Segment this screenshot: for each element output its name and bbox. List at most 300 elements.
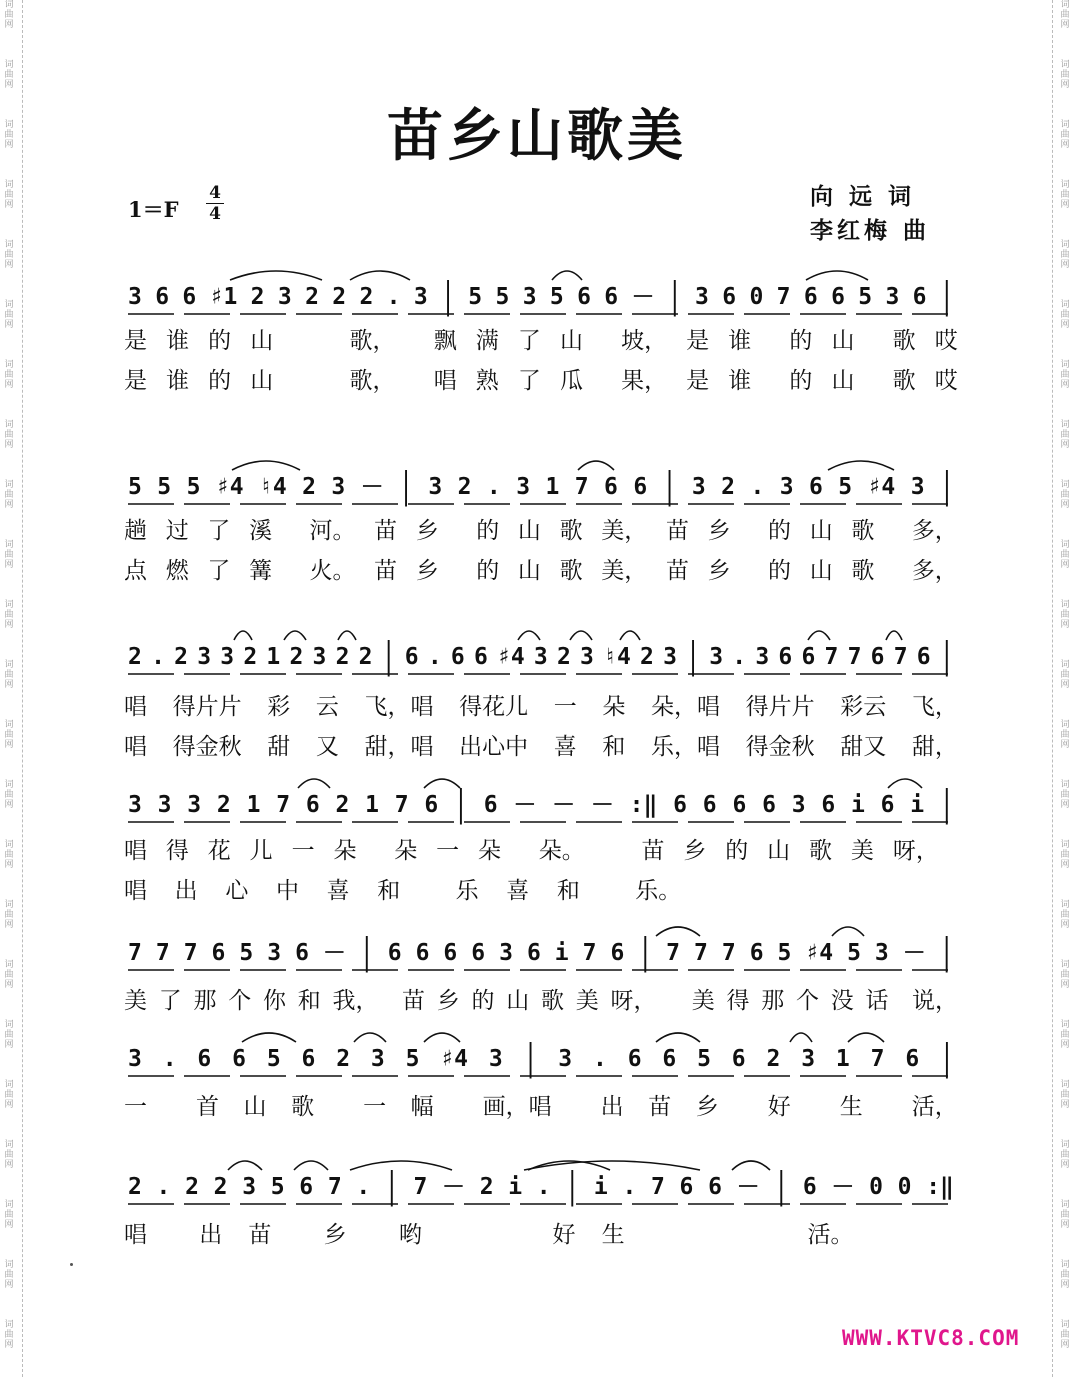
note: ♯4	[497, 644, 525, 670]
lyric-word: 的	[208, 368, 232, 394]
note: 3	[242, 1174, 257, 1200]
lyric-word: 的	[471, 988, 495, 1014]
note: 2	[128, 644, 142, 670]
note: 3	[709, 644, 724, 670]
lyric-word: 山	[250, 328, 274, 354]
slur-mark	[284, 631, 306, 640]
note: .	[592, 1046, 607, 1072]
lyric-word: 歌	[892, 368, 916, 394]
note: .	[750, 474, 765, 500]
lyric-word: 乐。	[635, 878, 682, 904]
note: 0	[897, 1174, 912, 1200]
lyric-word: 一	[291, 838, 315, 864]
lyric-word: 的	[725, 838, 749, 864]
lyric-word: 苗	[248, 1222, 272, 1248]
bar-line: |	[667, 276, 682, 318]
note: 6	[295, 940, 309, 966]
lyric-word: 歌	[851, 558, 875, 584]
note: 2	[250, 284, 265, 310]
lyric-word: 溪	[249, 518, 273, 544]
note: 6	[708, 1174, 722, 1200]
note: 6	[415, 940, 430, 966]
slur-mark	[232, 461, 300, 470]
lyric-word: 喜	[506, 878, 530, 904]
note: .	[156, 1174, 171, 1200]
watermark-text: 词 曲 网	[4, 1080, 14, 1110]
lyric-word: 喜	[326, 878, 350, 904]
lyric-word: 苗	[374, 558, 398, 584]
notation-row	[122, 628, 960, 678]
lyric-word: 朵	[333, 838, 357, 864]
lyric-word: 乡	[415, 518, 439, 544]
lyric-word: 哎	[934, 328, 958, 354]
note: 5	[549, 284, 564, 310]
lyric-word: 的	[768, 518, 791, 544]
note: －	[590, 792, 614, 818]
lyric-word: 得	[726, 988, 750, 1014]
watermark-text: 词 曲 网	[4, 0, 14, 30]
watermark-text: 词 曲 网	[1060, 600, 1070, 630]
note: .	[732, 644, 747, 670]
lyric-word: 画，唱	[482, 1094, 552, 1120]
bar-line: |	[686, 636, 700, 678]
note: 1	[365, 792, 379, 818]
slur-mark	[620, 631, 640, 640]
watermark-text: 词 曲 网	[1060, 1140, 1070, 1170]
time-signature	[204, 183, 226, 224]
lyric-word: 出	[199, 1222, 223, 1248]
note: 6	[155, 284, 170, 310]
note-sequence	[128, 784, 954, 826]
watermark-text: 词 曲 网	[1060, 1080, 1070, 1110]
note: 2	[457, 474, 472, 500]
note: 5	[266, 1046, 281, 1072]
note: i	[593, 1174, 608, 1200]
lyric-word: 又	[315, 734, 339, 760]
note-sequence	[128, 636, 954, 678]
note: 3	[197, 644, 212, 670]
slur-mark	[656, 927, 700, 936]
watermark-text: 词 曲 网	[4, 240, 14, 270]
lyric-word: 朵	[478, 838, 502, 864]
note: 5	[186, 474, 201, 500]
watermark-text: 词 曲 网	[1060, 1200, 1070, 1230]
lyric-word: 谁	[166, 368, 190, 394]
note: 3	[533, 644, 548, 670]
lyric-word: 的	[476, 518, 500, 544]
slur-mark	[234, 631, 252, 640]
note: 6	[450, 644, 465, 670]
watermark-text: 词 曲 网	[4, 420, 14, 450]
note: 5	[157, 474, 172, 500]
watermark-text: 词 曲 网	[4, 1260, 14, 1290]
lyric-word: 河。	[309, 518, 356, 544]
note: 7	[413, 1174, 428, 1200]
note: 6	[604, 474, 618, 500]
slur-mark	[570, 631, 592, 640]
note: 1	[246, 792, 261, 818]
bar-line: |	[638, 932, 653, 974]
note: 2	[556, 644, 571, 670]
slur-mark	[350, 1161, 452, 1170]
note: 7	[847, 644, 862, 670]
slur-mark	[806, 271, 868, 280]
lyric-word: 活。	[807, 1222, 854, 1248]
lyric-word: 歌，	[349, 328, 396, 354]
note: 6	[232, 1046, 246, 1072]
note: －	[552, 792, 576, 818]
note: 2	[174, 644, 188, 670]
lyric-word: 山	[506, 988, 530, 1014]
note: 3	[580, 644, 594, 670]
note: 6	[404, 644, 419, 670]
lyric-word: 苗	[374, 518, 398, 544]
lyric-word: 了	[207, 558, 231, 584]
lyric-word: 甜，	[911, 734, 958, 760]
watermark-text: 词 曲 网	[4, 480, 14, 510]
lyric-word: 得片片	[172, 694, 242, 720]
lyric-word: 一	[553, 694, 577, 720]
slur-mark	[848, 1033, 884, 1042]
lyric-word: 多，	[911, 558, 958, 584]
note: 6	[577, 284, 591, 310]
lyric-word: 苗	[665, 558, 689, 584]
lyric-word: 唱	[124, 838, 147, 864]
note: .	[486, 474, 501, 500]
note: 6	[424, 792, 439, 818]
lyric-word: 山	[517, 558, 541, 584]
note: i	[851, 792, 865, 818]
lyric-word: 一	[363, 1094, 387, 1120]
lyric-word: 美	[575, 988, 599, 1014]
lyric-row-verse1	[124, 516, 958, 546]
note: 6	[916, 644, 931, 670]
lyric-word: 彩	[267, 694, 291, 720]
note: 5	[128, 474, 142, 500]
note: 6	[211, 940, 226, 966]
note: ♯4	[867, 474, 896, 500]
note: 3	[428, 474, 443, 500]
lyric-word: 瓜	[559, 368, 583, 394]
lyric-word: 美	[124, 988, 147, 1014]
note: 2	[335, 644, 350, 670]
note: 3	[910, 474, 925, 500]
lyric-word: 幅	[410, 1094, 434, 1120]
lyric-word: 多，	[911, 518, 958, 544]
lyric-word: 哟	[398, 1222, 422, 1248]
lyric-word: 乐，唱	[651, 734, 720, 760]
note: 5	[468, 284, 483, 310]
note: 3	[691, 474, 706, 500]
lyric-word: 出	[600, 1094, 624, 1120]
note: 3	[370, 1046, 385, 1072]
score-line	[122, 268, 960, 418]
lyric-word: 唱	[124, 734, 147, 760]
note: ♯4	[440, 1046, 469, 1072]
score-line	[122, 776, 960, 926]
note: 7	[650, 1174, 665, 1200]
lyric-word: 乡	[707, 518, 731, 544]
watermark-text: 词 曲 网	[1060, 900, 1070, 930]
lyric-word: 出	[174, 878, 198, 904]
note: 6	[471, 940, 486, 966]
lyric-word: 呀，	[610, 988, 657, 1014]
lyric-word: 朵	[602, 694, 626, 720]
score-line	[122, 458, 960, 608]
note: 3	[488, 1046, 503, 1072]
note: 6	[299, 1174, 314, 1200]
note: 2	[359, 284, 374, 310]
watermark-text: 词 曲 网	[1060, 660, 1070, 690]
lyric-word: 山	[831, 368, 855, 394]
note: 3	[277, 284, 292, 310]
note: 2	[216, 792, 231, 818]
note: 6	[912, 284, 927, 310]
lyric-word: 那	[761, 988, 785, 1014]
note: 7	[666, 940, 681, 966]
lyric-word: 你	[263, 988, 286, 1014]
lyric-word: 和	[556, 878, 580, 904]
note: 3	[312, 644, 327, 670]
lyric-word: 歌	[291, 1094, 315, 1120]
lyric-word: 得	[165, 838, 189, 864]
score-line	[122, 1158, 960, 1308]
note: 5	[777, 940, 792, 966]
note: ♯1	[209, 284, 238, 310]
lyric-word: 果，	[621, 368, 668, 394]
bar-line: |	[441, 276, 455, 318]
note: 6	[702, 792, 717, 818]
note: 7	[574, 474, 589, 500]
lyric-word: 彩云	[840, 694, 887, 720]
note-sequence	[128, 466, 954, 508]
lyric-word: 了	[158, 988, 182, 1014]
watermark-text: 词 曲 网	[4, 540, 14, 570]
note: 3	[157, 792, 172, 818]
note: 5	[838, 474, 853, 500]
note: 5	[239, 940, 254, 966]
note: 2	[640, 644, 654, 670]
note: 6	[387, 940, 402, 966]
lyric-word: 美	[691, 988, 715, 1014]
note: 0	[749, 284, 764, 310]
bar-line: |	[774, 1166, 789, 1208]
note: 6	[870, 644, 885, 670]
lyric-row-verse2	[124, 876, 958, 906]
note: 3	[128, 1046, 142, 1072]
stray-mark	[70, 1263, 73, 1266]
lyric-word: 山	[517, 518, 541, 544]
note: .	[162, 1046, 177, 1072]
lyric-word: 唱	[124, 694, 147, 720]
notation-row	[122, 1158, 960, 1208]
note: 3	[791, 792, 806, 818]
note: 5	[697, 1046, 711, 1072]
lyric-row-verse1	[124, 692, 958, 722]
note: 2	[721, 474, 736, 500]
lyric-word: 山	[767, 838, 791, 864]
note: 3	[331, 474, 346, 500]
lyric-word: 儿	[249, 838, 273, 864]
watermark-text: 词 曲 网	[4, 120, 14, 150]
lyric-word: 过	[165, 518, 189, 544]
note-sequence	[128, 1166, 954, 1208]
lyric-word: 和	[602, 734, 626, 760]
lyric-row-verse1	[124, 1092, 958, 1122]
note: 6	[633, 474, 648, 500]
time-signature-bottom: 4	[209, 204, 221, 224]
slur-mark	[886, 631, 902, 640]
note: 2	[332, 284, 347, 310]
note: 7	[183, 940, 198, 966]
note: 2	[302, 474, 316, 500]
watermark-text: 词 曲 网	[1060, 960, 1070, 990]
lyric-word: 喜	[553, 734, 577, 760]
note: 2	[335, 792, 350, 818]
lyric-word: 歌	[851, 518, 875, 544]
lyric-word: 的	[476, 558, 500, 584]
note: －	[831, 1174, 855, 1200]
lyric-row-verse2	[124, 732, 958, 762]
note: －	[513, 792, 537, 818]
note: 3	[516, 474, 531, 500]
note: 5	[270, 1174, 285, 1200]
watermark-text: 词 曲 网	[4, 720, 14, 750]
watermark-text: 词 曲 网	[1060, 720, 1070, 750]
note: 6	[801, 644, 816, 670]
lyric-word: 苗	[641, 838, 665, 864]
note: 6	[679, 1174, 694, 1200]
note: 7	[155, 940, 170, 966]
lyric-word: 乐	[455, 878, 479, 904]
slur-mark	[832, 927, 864, 936]
lyric-row-verse1	[124, 986, 958, 1016]
watermark-text: 词 曲 网	[1060, 780, 1070, 810]
note: 0	[869, 1174, 883, 1200]
slur-mark	[888, 779, 922, 788]
note: 7	[694, 940, 708, 966]
lyric-word: 话	[865, 988, 889, 1014]
note: 3	[695, 284, 709, 310]
lyric-word: 生	[601, 1222, 625, 1248]
note: 2	[766, 1046, 781, 1072]
bar-line: |	[939, 932, 954, 974]
note: 3	[779, 474, 794, 500]
lyric-word: 美，	[601, 558, 648, 584]
lyric-word: 活，	[911, 1094, 958, 1120]
note: 3	[267, 940, 282, 966]
watermark-text: 词 曲 网	[4, 600, 14, 630]
lyric-word: 呀，	[892, 838, 939, 864]
slur-mark	[732, 1161, 770, 1170]
watermark-text: 词 曲 网	[4, 300, 14, 330]
lyric-word: 出心中	[459, 734, 529, 760]
lyric-word: 得金秋	[172, 734, 242, 760]
note: －	[322, 940, 346, 966]
bar-line: |	[565, 1166, 580, 1208]
note: 2	[243, 644, 258, 670]
note: －	[631, 284, 655, 310]
slur-mark	[338, 631, 356, 640]
lyric-word: 个	[228, 988, 252, 1014]
note: 6	[610, 940, 625, 966]
lyric-word: 乡	[683, 838, 707, 864]
note: 3	[885, 284, 900, 310]
watermark-text: 词 曲 网	[1060, 120, 1070, 150]
notation-row	[122, 924, 960, 974]
note: 7	[721, 940, 736, 966]
lyric-word: 得片片	[745, 694, 815, 720]
lyric-word: 美	[850, 838, 874, 864]
note: 6	[301, 1046, 316, 1072]
note: 3	[801, 1046, 816, 1072]
lyric-word: 的	[768, 558, 791, 584]
note: ♯4	[805, 940, 834, 966]
note: 7	[776, 284, 791, 310]
note: 5	[858, 284, 873, 310]
lyric-word: 谁	[728, 328, 752, 354]
note: 3	[187, 792, 202, 818]
note: 5	[847, 940, 861, 966]
watermark-text: 词 曲 网	[4, 780, 14, 810]
note: 6	[803, 284, 818, 310]
lyric-word: 是	[686, 328, 710, 354]
watermark-text: 词 曲 网	[1060, 840, 1070, 870]
lyric-word: 和	[297, 988, 321, 1014]
lyric-word: 山	[809, 518, 833, 544]
note: 1	[835, 1046, 850, 1072]
lyric-word: 唱	[124, 878, 147, 904]
note: 3	[220, 644, 235, 670]
slur-mark	[298, 779, 330, 788]
lyric-word: 一	[436, 838, 460, 864]
lyric-word: 甜又	[840, 734, 887, 760]
lyric-word: 是	[686, 368, 710, 394]
note: 3	[522, 284, 537, 310]
watermark-text: 词 曲 网	[4, 1200, 14, 1230]
watermark-text: 词 曲 网	[1060, 1260, 1070, 1290]
notation-row	[122, 268, 960, 318]
bar-line: |	[523, 1038, 538, 1080]
watermark-text: 词 曲 网	[1060, 60, 1070, 90]
lyric-word: 的	[208, 328, 232, 354]
lyric-word: 山	[831, 328, 855, 354]
note: 7	[327, 1174, 342, 1200]
lyric-word: 苗	[402, 988, 425, 1014]
lyric-word: 的	[789, 328, 813, 354]
bar-line: |	[939, 636, 954, 678]
lyric-row-verse1	[124, 836, 958, 866]
slur-mark	[578, 461, 614, 470]
watermark-text: 词 曲 网	[1060, 1320, 1070, 1350]
repeat-bar: :‖	[926, 1174, 954, 1200]
lyric-word: 歌	[559, 518, 583, 544]
bar-line: |	[939, 784, 954, 826]
lyric-word: 山	[559, 328, 583, 354]
note: 2	[358, 644, 373, 670]
bar-line: |	[454, 784, 468, 826]
note: i	[554, 940, 569, 966]
bar-line: |	[939, 466, 954, 508]
lyric-word: 朵	[394, 838, 418, 864]
note: 5	[495, 284, 510, 310]
notation-row	[122, 776, 960, 826]
lyric-row-verse2	[124, 556, 958, 586]
note: .	[536, 1174, 551, 1200]
note: 3	[558, 1046, 573, 1072]
watermark-text: 词 曲 网	[1060, 300, 1070, 330]
note: 2	[479, 1174, 494, 1200]
